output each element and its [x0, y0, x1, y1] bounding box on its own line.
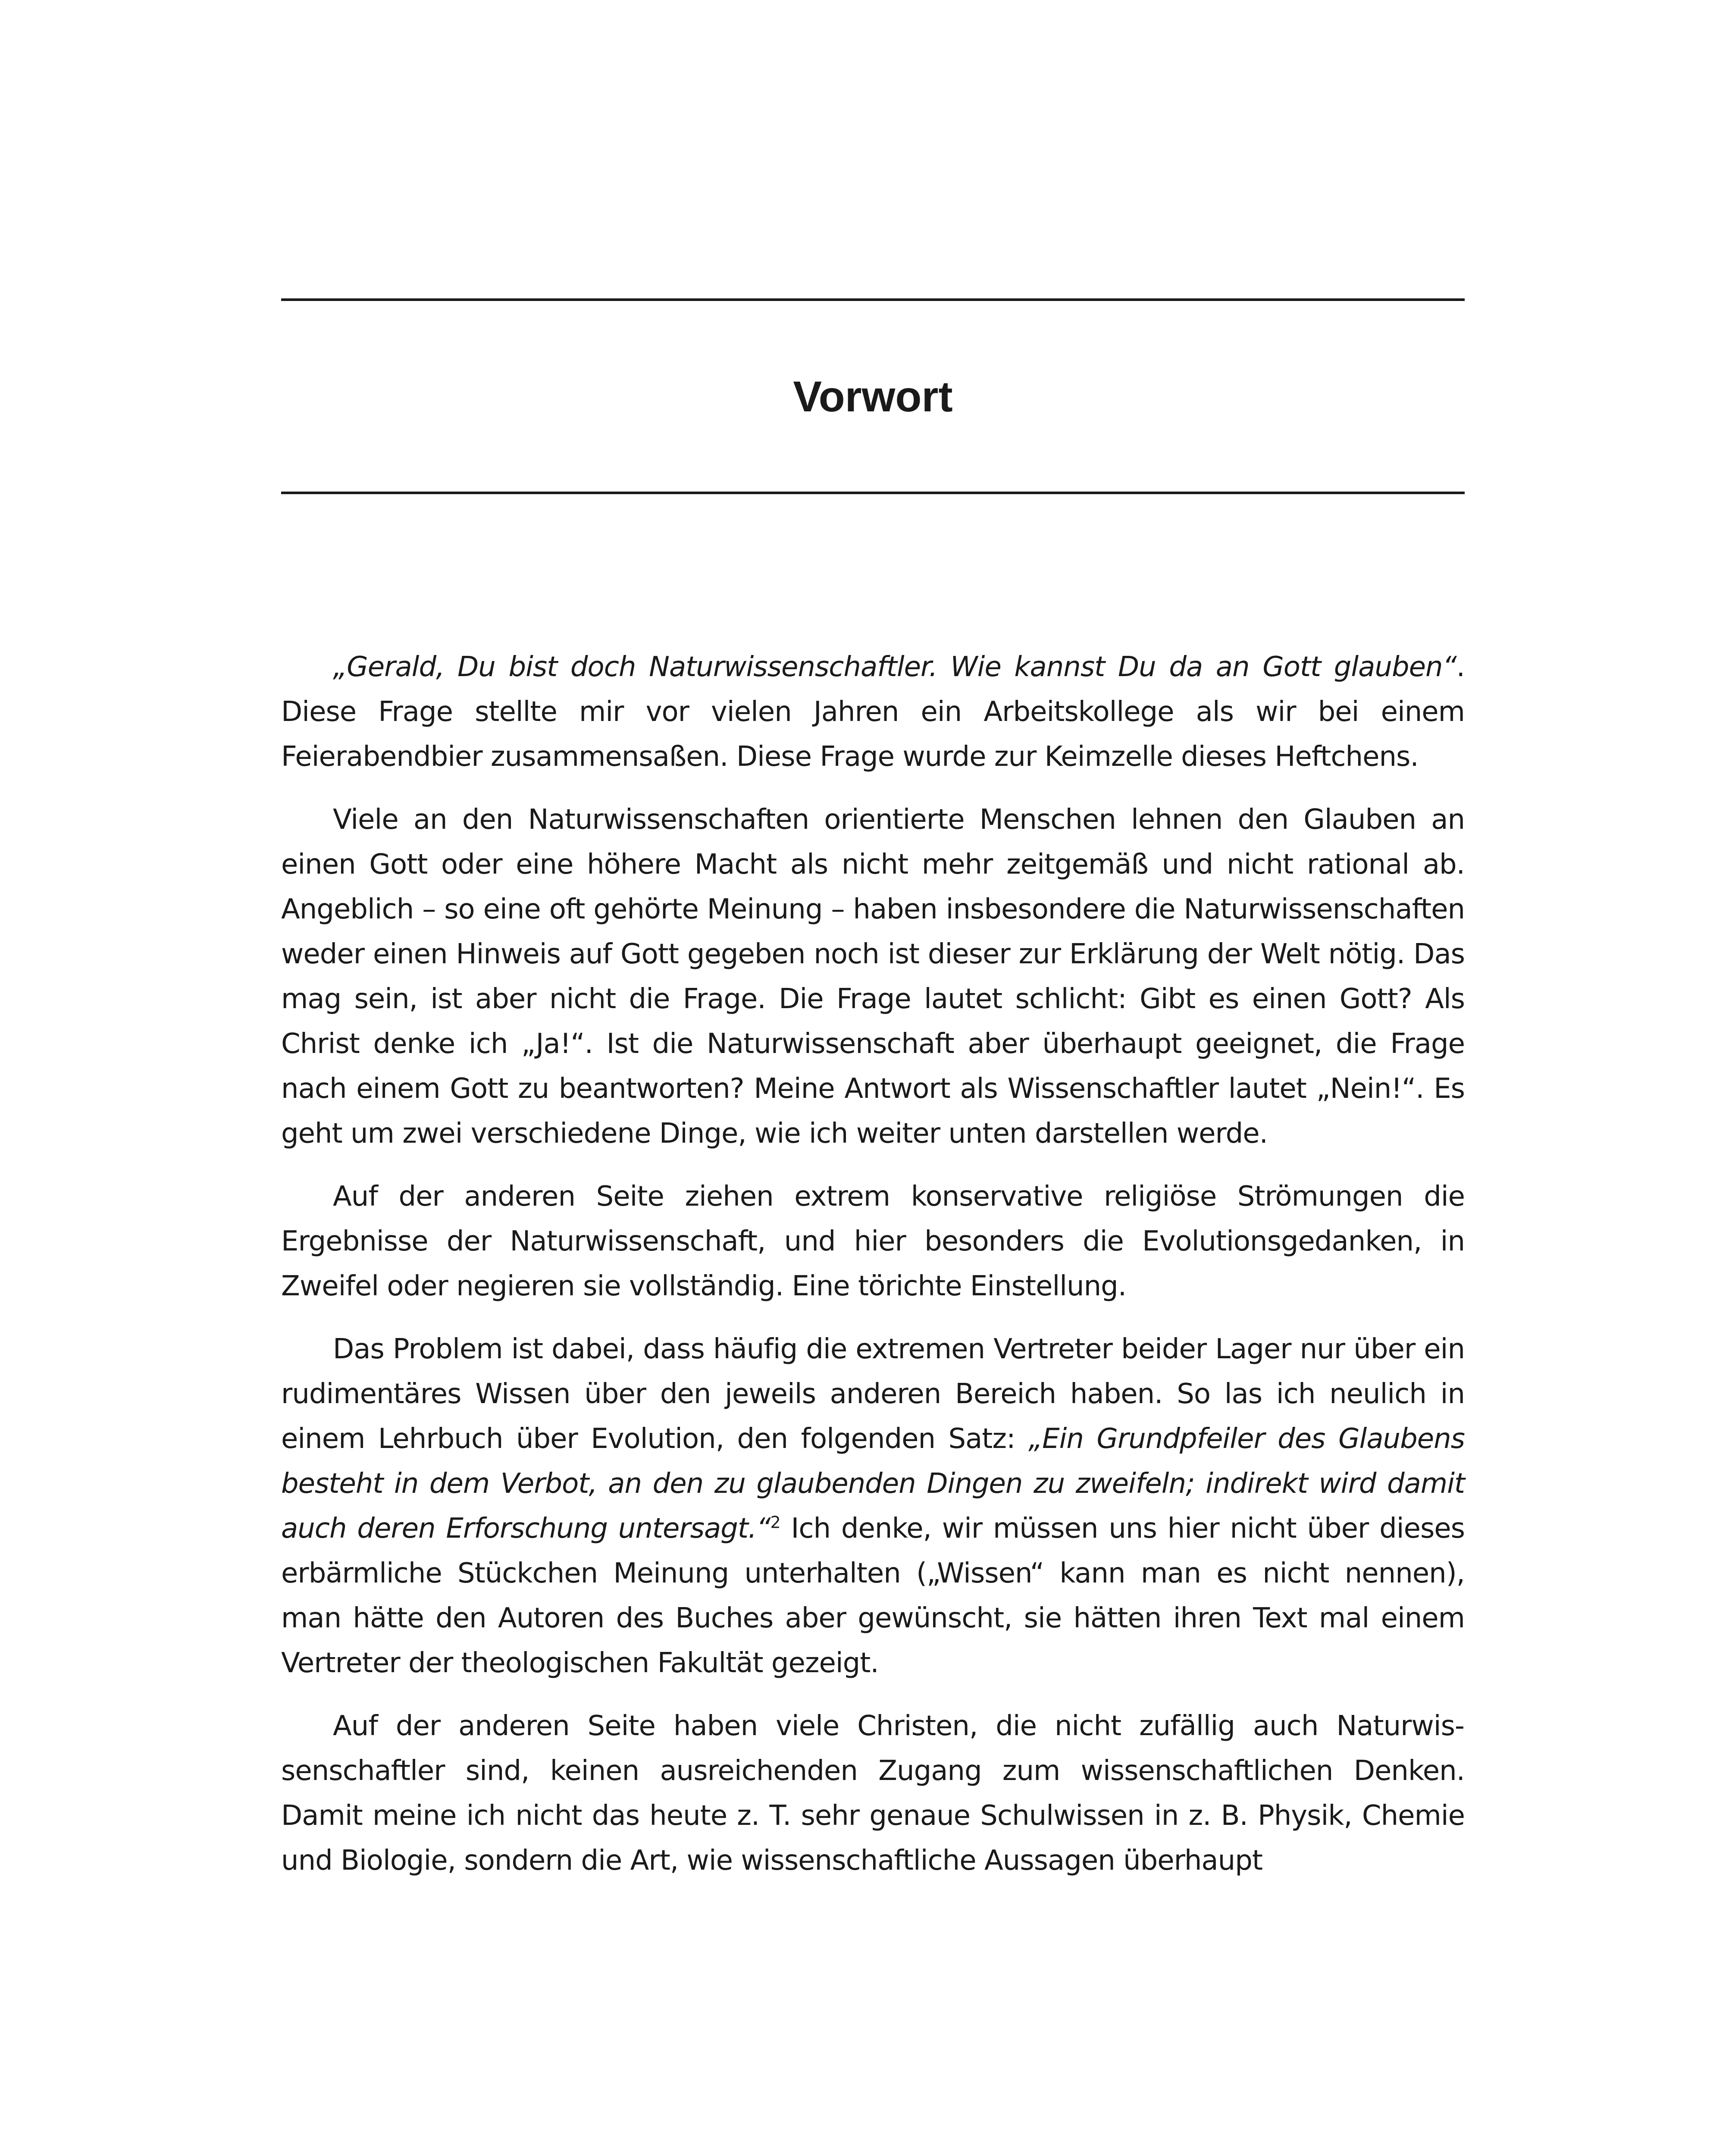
paragraph-text: Auf der anderen Seite haben viele Christen, die nicht zufällig auch Naturwissenschaftler sind, keinen ausreichenden Zugang zum wissenschaftlichen Denken. Damit meine ich nicht das heute z. T. sehr genaue Schulwissen in z. B. Physik, Chemie und Biologie, sondern die Art, wie wissenschaftliche Aussagen überhaupt [281, 1710, 1465, 1877]
body-text [281, 645, 1465, 1901]
paragraph [281, 1704, 1465, 1883]
title-rule-top [281, 298, 1465, 301]
paragraph-text: Viele an den Naturwissenschaften orientierte Menschen lehnen den Glauben an einen Gott oder eine höhere Macht als nicht mehr zeitgemäß und nicht rational ab. Angeblich – so eine oft gehörte Meinung – haben insbesondere die Naturwissenschaften weder einen Hinweis auf Gott gegeben noch ist dieser zur Erklärung der Welt nötig. Das mag sein, ist aber nicht die Frage. Die Frage lautet schlicht: Gibt es einen Gott? Als Christ denke ich „Ja!“. Ist die Naturwissenschaft aber überhaupt geeignet, die Frage nach einem Gott zu beantworten? Meine Antwort als Wissenschaftler lautet „Nein!“. Es geht um zwei verschiedene Dinge, wie ich weiter unten darstellen werde. [281, 804, 1465, 1150]
quotation: „Gerald, Du bist doch Naturwissenschaftler. Wie kannst Du da an Gott glauben“ [333, 651, 1456, 683]
paragraph [281, 1327, 1465, 1686]
paragraph-text: . Diese Frage stellte mir vor vielen Jahren ein Arbeitskollege als wir bei einem Feierabendbier zusammensaßen. Diese Frage wurde zur Keimzelle dieses Heftchens. [281, 651, 1465, 773]
paragraph [281, 645, 1465, 779]
paragraph-text: Das Problem ist dabei, dass häufig die extremen Vertreter beider Lager nur über ein rudimentäres Wissen über den jeweils anderen Bereich haben. So las ich neulich in einem Lehrbuch über Evolution, den folgenden Satz: [281, 1333, 1465, 1455]
paragraph-text: Ich denke, wir müssen uns hier nicht über dieses erbärmliche Stückchen Meinung unterhalten („Wissen“ kann man es nicht nennen), man hätte den Autoren des Buches aber gewünscht, sie hätten ihren Text mal einem Vertreter der theologischen Fakultät gezeigt. [281, 1513, 1465, 1679]
paragraph [281, 1174, 1465, 1309]
footnote-reference: 2 [770, 1513, 780, 1532]
title-rule-bottom [281, 492, 1465, 494]
paragraph-text: Auf der anderen Seite ziehen extrem konservative religiöse Strömungen die Ergebnisse der Naturwissenschaft, und hier besonders die Evolutionsgedanken, in Zweifel oder negieren sie vollständig. Eine törichte Einstellung. [281, 1181, 1465, 1302]
paragraph [281, 797, 1465, 1156]
quotation: „Ein Grundpfeiler des Glaubens besteht in dem Verbot, an den zu glaubenden Dingen zu zweifeln; indirekt wird damit auch deren Erforschung untersagt.“ [281, 1423, 1465, 1545]
chapter-title: Vorwort [793, 373, 953, 421]
